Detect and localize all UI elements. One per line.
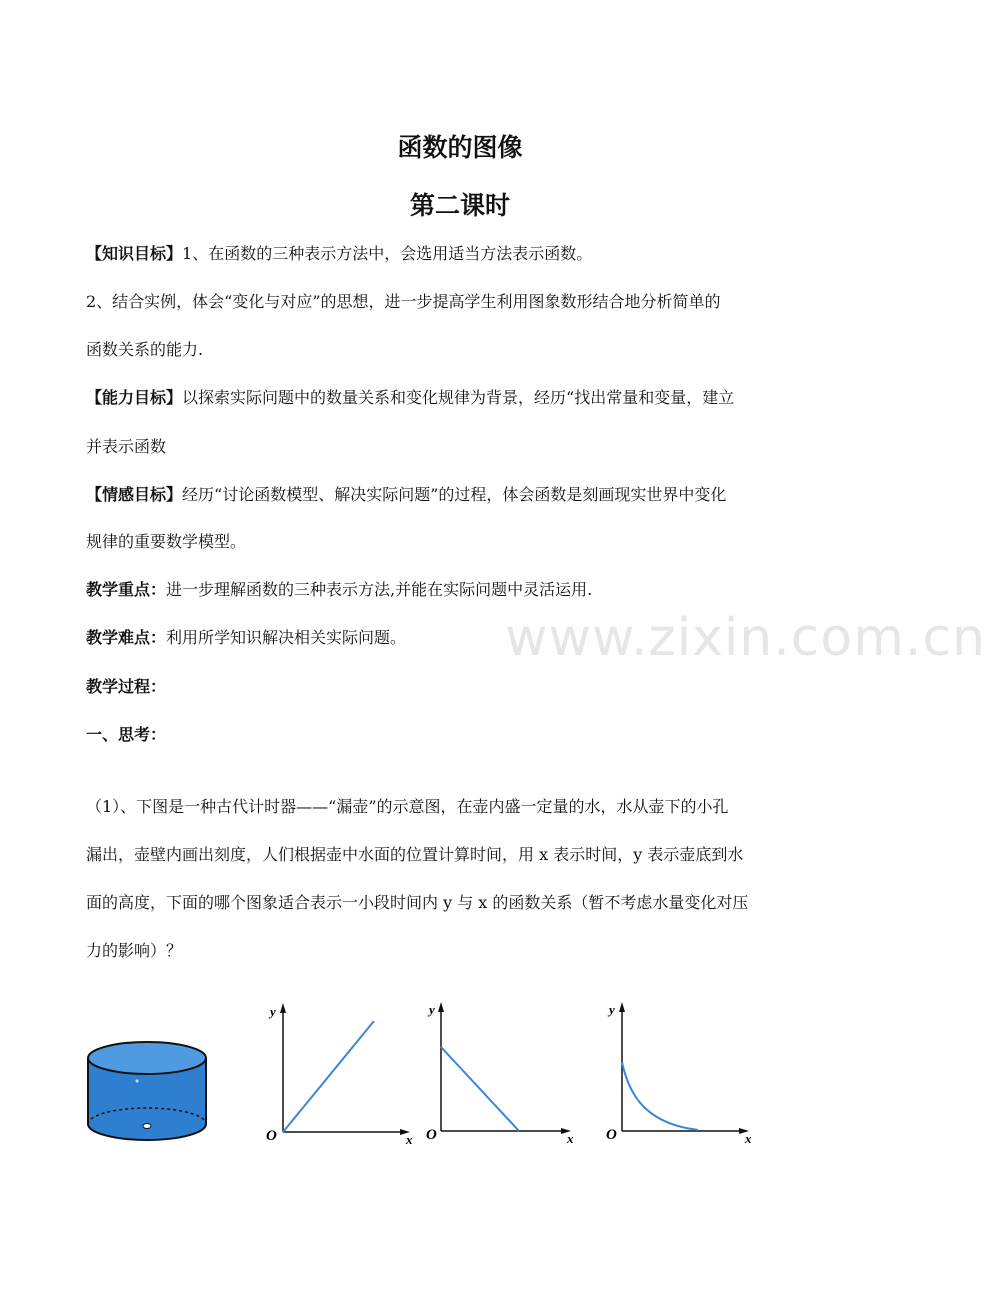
graph-3-y-label: y: [609, 1002, 615, 1017]
graph-2-line: [441, 1047, 519, 1131]
graph-1-origin-label: O: [266, 1128, 277, 1144]
knowledge-line-3: 函数关系的能力.: [86, 340, 204, 359]
graph-decreasing-curve: [606, 1002, 752, 1146]
question-line-2: 漏出，壶壁内画出刻度，人们根据壶中水面的位置计算时间，用 x 表示时间，y 表示壶底到水: [86, 845, 744, 864]
ability-text-1: 以探索实际问题中的数量关系和变化规律为背景，经历“找出常量和变量，建立: [182, 388, 735, 407]
graph-2-y-label: y: [429, 1002, 435, 1017]
page-title: 函数的图像: [397, 133, 523, 162]
section-label: 一、思考：: [86, 725, 167, 744]
graph-3-curve: [622, 1062, 698, 1130]
graph-3-origin-label: O: [606, 1127, 617, 1143]
ability-label: 【能力目标】: [86, 388, 183, 407]
graph-1-x-label: x: [406, 1132, 413, 1147]
page-subtitle: 第二课时: [409, 191, 510, 220]
difficulty-label: 教学难点：: [86, 628, 167, 647]
graph-1-y-label: y: [270, 1004, 276, 1019]
question-line-4: 力的影响）？: [86, 941, 183, 960]
question-line-1: （1）、下图是一种古代计时器——“漏壶”的示意图，在壶内盛一定量的水，水从壶下的小孔: [86, 797, 729, 816]
emotion-text-1: 经历“讨论函数模型、解决实际问题”的过程，体会函数是刻画现实世界中变化: [182, 485, 727, 504]
graph-decreasing-linear: [426, 1002, 574, 1146]
water-clock-vessel: [88, 1042, 206, 1140]
key-point-text: 进一步理解函数的三种表示方法,并能在实际问题中灵活运用.: [166, 580, 593, 599]
graph-increasing: [266, 1003, 413, 1147]
knowledge-line-2: 2、结合实例，体会“变化与对应”的思想，进一步提高学生利用图象数形结合地分析简单的: [86, 292, 721, 311]
emotion-label: 【情感目标】: [86, 485, 183, 504]
graph-2-x-label: x: [567, 1131, 574, 1146]
watermark: www.zixin.com.cn: [505, 608, 986, 668]
graph-1-line: [283, 1021, 374, 1132]
knowledge-text-1: 1、在函数的三种表示方法中，会选用适当方法表示函数。: [182, 244, 593, 263]
emotion-line-2: 规律的重要数学模型。: [86, 532, 247, 551]
key-point-label: 教学重点：: [86, 580, 167, 599]
difficulty-text: 利用所学知识解决相关实际问题。: [166, 628, 407, 647]
knowledge-label: 【知识目标】: [86, 244, 183, 263]
question-line-3: 面的高度，下面的哪个图象适合表示一小段时间内 y 与 x 的函数关系（暂不考虑水量变化对压: [86, 893, 749, 912]
graph-2-origin-label: O: [426, 1127, 437, 1143]
graph-3-x-label: x: [745, 1131, 752, 1146]
process-label: 教学过程：: [86, 677, 167, 696]
ability-line-2: 并表示函数: [86, 437, 167, 456]
